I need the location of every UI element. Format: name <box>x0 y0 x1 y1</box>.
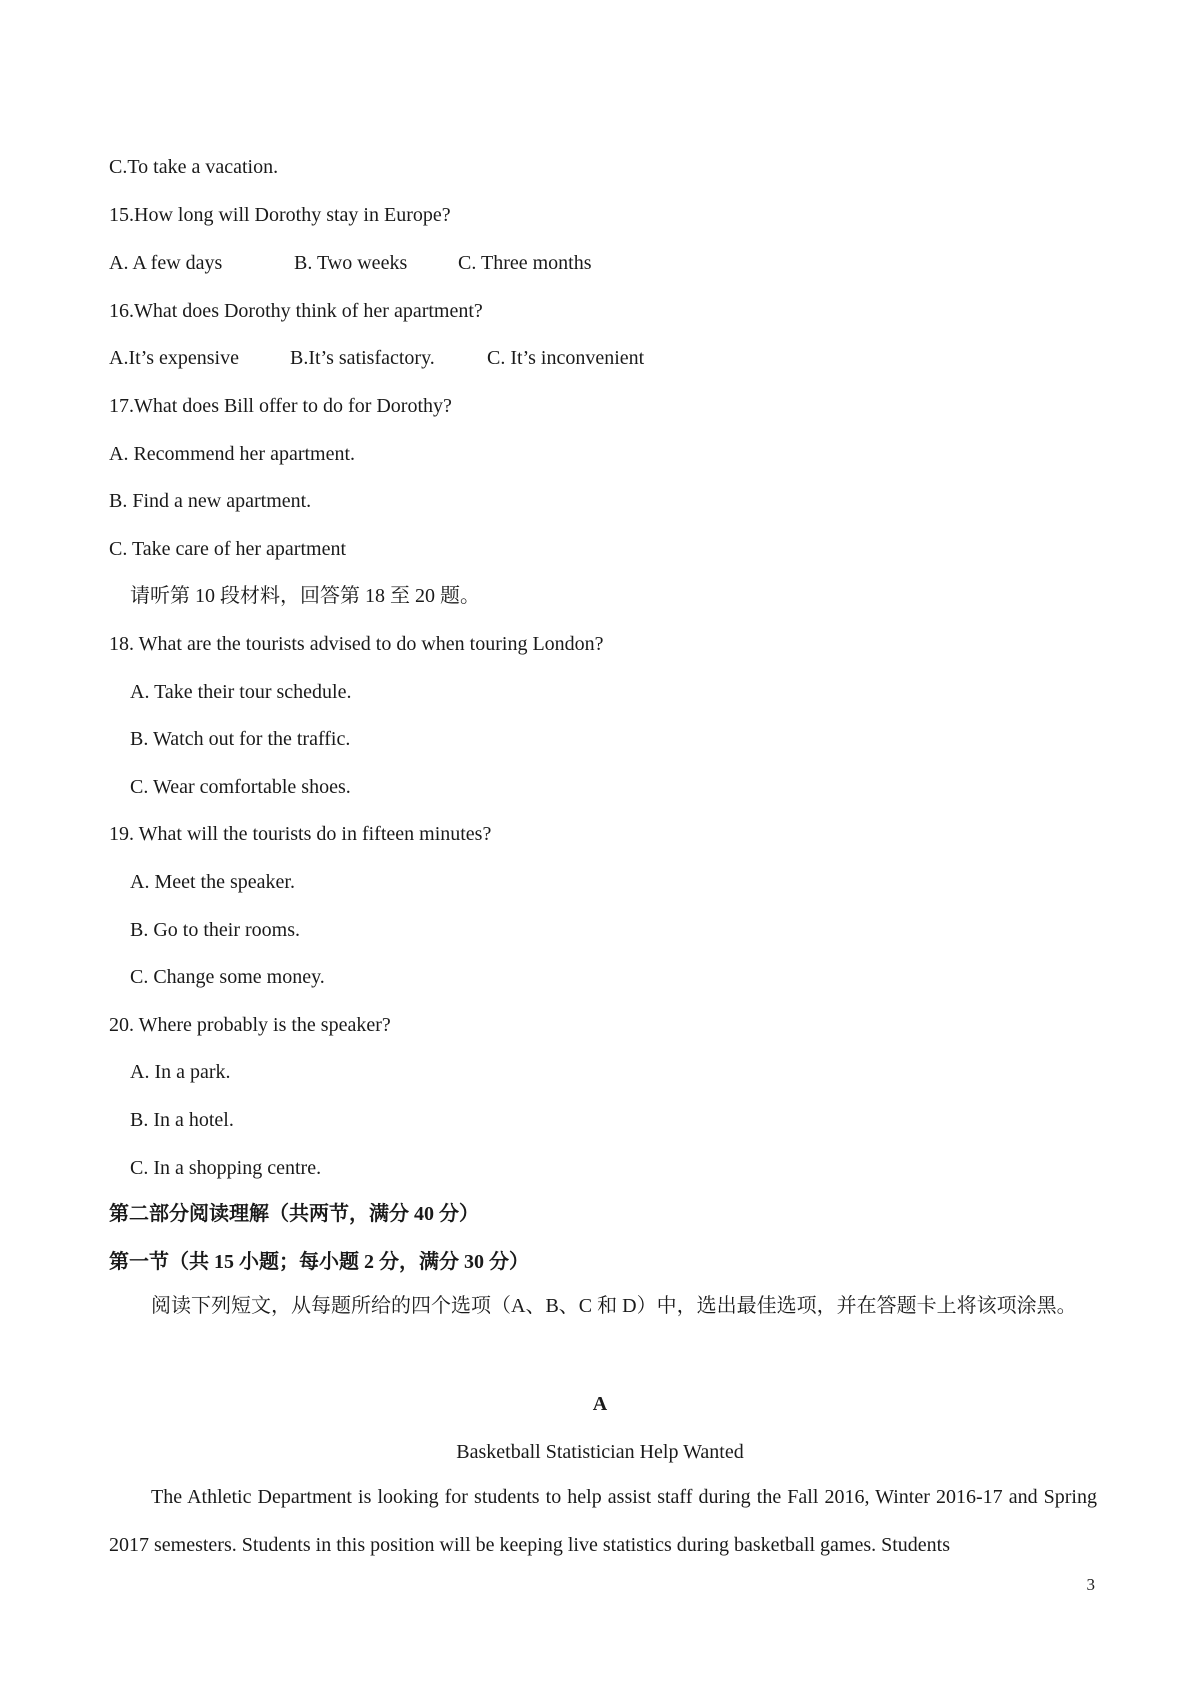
passage-label: A <box>592 1393 608 1415</box>
q18-option-c: C. Wear comfortable shoes. <box>130 776 351 798</box>
q17-option-b: B. Find a new apartment. <box>109 490 312 512</box>
listening-instruction-10: 请听第 10 段材料，回答第 18 至 20 题。 <box>130 585 480 607</box>
q19-option-b: B. Go to their rooms. <box>130 919 300 941</box>
q20-question: 20. Where probably is the speaker? <box>109 1014 391 1036</box>
q18-question: 18. What are the tourists advised to do when touring London? <box>109 633 604 655</box>
q17-option-a: A. Recommend her apartment. <box>109 443 356 465</box>
q15-option-b: B. Two weeks <box>294 252 408 274</box>
q14-option-c: C.To take a vacation. <box>109 156 279 178</box>
q19-option-a: A. Meet the speaker. <box>130 871 295 893</box>
passage-body: The Athletic Department is looking for students to help assist staff during the Fall 2016, Winter 2016-17 and Spring 2017 semesters. Students in this position will be keeping live statistics during basketball games. Students <box>109 1486 1097 1556</box>
q16-question: 16.What does Dorothy think of her apartment? <box>109 300 483 322</box>
q19-question: 19. What will the tourists do in fifteen minutes? <box>109 823 492 845</box>
q15-options <box>109 251 592 275</box>
reading-instruction: 阅读下列短文，从每题所给的四个选项（A、B、C 和 D）中，选出最佳选项，并在答题卡上将该项涂黑。 <box>151 1295 1077 1317</box>
q18-option-a: A. Take their tour schedule. <box>130 681 352 703</box>
q15-question: 15.How long will Dorothy stay in Europe? <box>109 204 451 226</box>
q16-option-b: B.It’s satisfactory. <box>290 347 435 369</box>
q20-option-b: B. In a hotel. <box>130 1109 234 1131</box>
q15-option-a: A. A few days <box>109 252 223 274</box>
q20-option-c: C. In a shopping centre. <box>130 1157 322 1179</box>
section1-heading: 第一节（共 15 小题；每小题 2 分，满分 30 分） <box>109 1251 529 1273</box>
q16-option-c: C. It’s inconvenient <box>487 347 645 369</box>
q15-option-c: C. Three months <box>458 252 592 274</box>
q17-option-c: C. Take care of her apartment <box>109 538 347 560</box>
page-number: 3 <box>1086 1575 1095 1594</box>
q20-option-a: A. In a park. <box>130 1061 231 1083</box>
q16-options <box>109 346 644 370</box>
q17-question: 17.What does Bill offer to do for Dorothy? <box>109 395 452 417</box>
q18-option-b: B. Watch out for the traffic. <box>130 728 351 750</box>
passage-title: Basketball Statistician Help Wanted <box>456 1441 744 1463</box>
q19-option-c: C. Change some money. <box>130 966 325 988</box>
part2-heading: 第二部分阅读理解（共两节，满分 40 分） <box>109 1203 479 1225</box>
q16-option-a: A.It’s expensive <box>109 347 239 369</box>
